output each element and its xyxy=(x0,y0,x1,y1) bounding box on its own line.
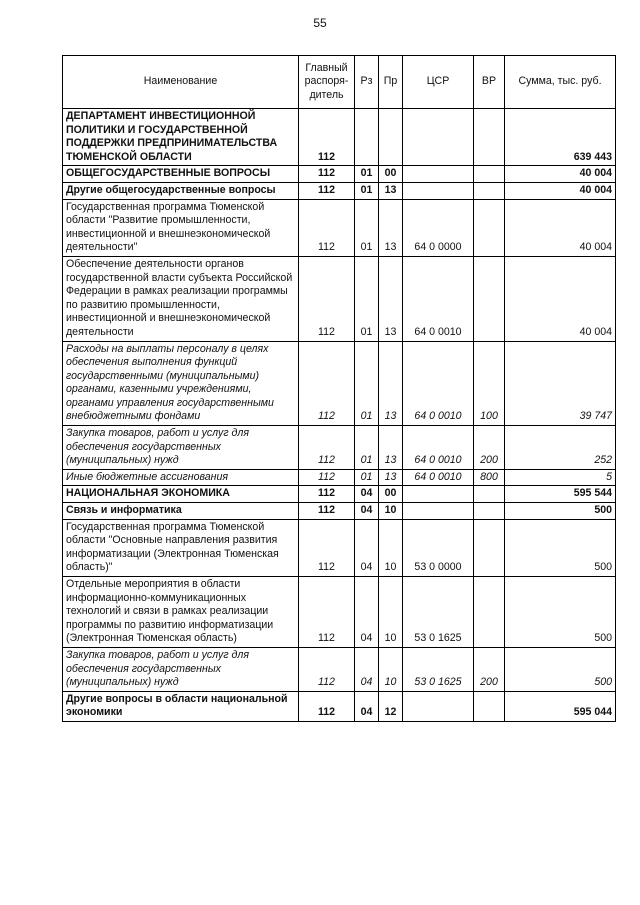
cell-main-manager: 112 xyxy=(299,182,355,199)
table-row xyxy=(63,182,616,199)
cell-pr: 10 xyxy=(379,647,403,691)
cell-vr xyxy=(474,166,505,183)
table-row xyxy=(63,647,616,691)
cell-sum: 40 004 xyxy=(505,256,616,341)
cell-csr xyxy=(403,486,474,503)
cell-rz: 01 xyxy=(355,182,379,199)
cell-name: ОБЩЕГОСУДАРСТВЕННЫЕ ВОПРОСЫ xyxy=(63,166,299,183)
cell-sum: 595 544 xyxy=(505,486,616,503)
cell-vr xyxy=(474,503,505,520)
cell-main-manager: 112 xyxy=(299,256,355,341)
cell-csr xyxy=(403,166,474,183)
table-row xyxy=(63,486,616,503)
cell-vr: 200 xyxy=(474,647,505,691)
cell-sum: 500 xyxy=(505,519,616,576)
cell-sum: 500 xyxy=(505,503,616,520)
cell-rz: 01 xyxy=(355,256,379,341)
cell-rz: 01 xyxy=(355,426,379,470)
cell-csr: 53 0 1625 xyxy=(403,577,474,648)
cell-main-manager: 112 xyxy=(299,166,355,183)
cell-main-manager: 112 xyxy=(299,109,355,166)
cell-sum: 40 004 xyxy=(505,199,616,256)
page-number: 55 xyxy=(313,16,327,30)
budget-table xyxy=(62,55,616,722)
cell-rz: 04 xyxy=(355,486,379,503)
cell-vr xyxy=(474,486,505,503)
header-row xyxy=(63,56,616,109)
cell-name: Обеспечение деятельности органов государственной власти субъекта Российской Федерации в рамках реализации программы по развитию промышленности, инвестиционной и внешнеэкономической деятельности xyxy=(63,256,299,341)
header-csr: ЦСР xyxy=(403,56,474,109)
cell-name: Иные бюджетные ассигнования xyxy=(63,469,299,486)
cell-csr: 64 0 0010 xyxy=(403,469,474,486)
cell-csr xyxy=(403,691,474,721)
cell-sum: 39 747 xyxy=(505,341,616,426)
cell-vr xyxy=(474,691,505,721)
cell-csr: 64 0 0010 xyxy=(403,256,474,341)
cell-name: Связь и информатика xyxy=(63,503,299,520)
cell-name: Закупка товаров, работ и услуг для обеспечения государственных (муниципальных) нужд xyxy=(63,426,299,470)
cell-vr xyxy=(474,577,505,648)
cell-main-manager: 112 xyxy=(299,426,355,470)
cell-name: Другие общегосударственные вопросы xyxy=(63,182,299,199)
cell-rz: 04 xyxy=(355,503,379,520)
cell-rz xyxy=(355,109,379,166)
table-row xyxy=(63,426,616,470)
cell-main-manager: 112 xyxy=(299,691,355,721)
cell-rz: 01 xyxy=(355,199,379,256)
cell-pr: 10 xyxy=(379,519,403,576)
header-main-manager: Главный распоря-дитель xyxy=(299,56,355,109)
cell-vr: 100 xyxy=(474,341,505,426)
cell-pr: 10 xyxy=(379,503,403,520)
cell-vr xyxy=(474,256,505,341)
cell-csr: 53 0 0000 xyxy=(403,519,474,576)
cell-vr xyxy=(474,109,505,166)
cell-main-manager: 112 xyxy=(299,577,355,648)
cell-pr xyxy=(379,109,403,166)
header-vr: ВР xyxy=(474,56,505,109)
table-row xyxy=(63,519,616,576)
cell-csr xyxy=(403,109,474,166)
cell-sum: 500 xyxy=(505,647,616,691)
cell-main-manager: 112 xyxy=(299,647,355,691)
table-row xyxy=(63,109,616,166)
cell-csr: 64 0 0010 xyxy=(403,341,474,426)
header-pr: Пр xyxy=(379,56,403,109)
cell-name: НАЦИОНАЛЬНАЯ ЭКОНОМИКА xyxy=(63,486,299,503)
cell-sum: 595 044 xyxy=(505,691,616,721)
cell-csr xyxy=(403,503,474,520)
table-row xyxy=(63,469,616,486)
cell-name: ДЕПАРТАМЕНТ ИНВЕСТИЦИОННОЙ ПОЛИТИКИ И ГОСУДАРСТВЕННОЙ ПОДДЕРЖКИ ПРЕДПРИНИМАТЕЛЬСТВА ТЮМЕНСКОЙ ОБЛАСТИ xyxy=(63,109,299,166)
cell-rz: 01 xyxy=(355,166,379,183)
cell-name: Государственная программа Тюменской области "Основные направления развития информатизации (Электронная Тюменская область)" xyxy=(63,519,299,576)
cell-rz: 04 xyxy=(355,647,379,691)
cell-rz: 04 xyxy=(355,519,379,576)
cell-pr: 00 xyxy=(379,486,403,503)
cell-rz: 04 xyxy=(355,577,379,648)
cell-main-manager: 112 xyxy=(299,519,355,576)
cell-csr: 64 0 0010 xyxy=(403,426,474,470)
cell-csr xyxy=(403,182,474,199)
cell-name: Другие вопросы в области национальной экономики xyxy=(63,691,299,721)
cell-pr: 13 xyxy=(379,469,403,486)
cell-main-manager: 112 xyxy=(299,503,355,520)
cell-csr: 64 0 0000 xyxy=(403,199,474,256)
cell-main-manager: 112 xyxy=(299,341,355,426)
cell-name: Закупка товаров, работ и услуг для обеспечения государственных (муниципальных) нужд xyxy=(63,647,299,691)
cell-csr: 53 0 1625 xyxy=(403,647,474,691)
header-rz: Рз xyxy=(355,56,379,109)
header-sum: Сумма, тыс. руб. xyxy=(505,56,616,109)
table-row xyxy=(63,341,616,426)
cell-main-manager: 112 xyxy=(299,199,355,256)
cell-vr: 800 xyxy=(474,469,505,486)
cell-pr: 13 xyxy=(379,256,403,341)
cell-pr: 13 xyxy=(379,199,403,256)
cell-main-manager: 112 xyxy=(299,486,355,503)
cell-name: Отдельные мероприятия в области информационно-коммуникационных технологий и связи в рамках реализации программы по развитию информатизации (Электронная Тюменская область) xyxy=(63,577,299,648)
cell-pr: 12 xyxy=(379,691,403,721)
cell-sum: 639 443 xyxy=(505,109,616,166)
cell-pr: 13 xyxy=(379,341,403,426)
cell-vr xyxy=(474,199,505,256)
cell-rz: 01 xyxy=(355,469,379,486)
cell-sum: 40 004 xyxy=(505,182,616,199)
cell-rz: 01 xyxy=(355,341,379,426)
cell-pr: 13 xyxy=(379,182,403,199)
cell-main-manager: 112 xyxy=(299,469,355,486)
header-name: Наименование xyxy=(63,56,299,109)
cell-pr: 10 xyxy=(379,577,403,648)
cell-pr: 00 xyxy=(379,166,403,183)
table-row xyxy=(63,577,616,648)
cell-vr xyxy=(474,182,505,199)
cell-name: Расходы на выплаты персоналу в целях обеспечения выполнения функций государственными (муниципальными) органами, казенными учреждениями, органами управления государственными внебюджетными фондами xyxy=(63,341,299,426)
table-row xyxy=(63,199,616,256)
cell-sum: 252 xyxy=(505,426,616,470)
cell-pr: 13 xyxy=(379,426,403,470)
table-row xyxy=(63,503,616,520)
cell-rz: 04 xyxy=(355,691,379,721)
table-row xyxy=(63,166,616,183)
cell-sum: 5 xyxy=(505,469,616,486)
cell-vr xyxy=(474,519,505,576)
table-row xyxy=(63,691,616,721)
cell-name: Государственная программа Тюменской области "Развитие промышленности, инвестиционной и внешнеэкономической деятельности" xyxy=(63,199,299,256)
cell-sum: 40 004 xyxy=(505,166,616,183)
table-row xyxy=(63,256,616,341)
cell-vr: 200 xyxy=(474,426,505,470)
cell-sum: 500 xyxy=(505,577,616,648)
